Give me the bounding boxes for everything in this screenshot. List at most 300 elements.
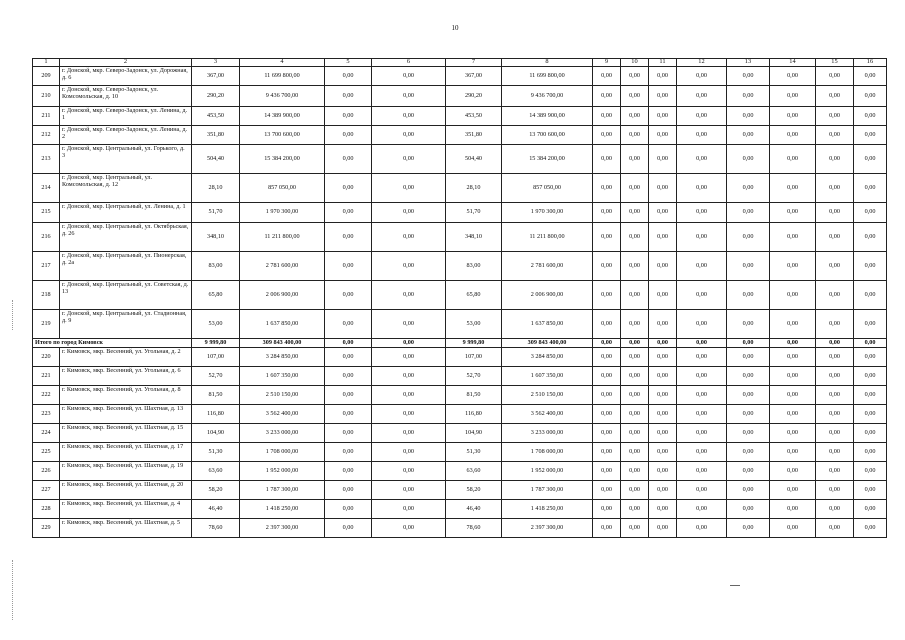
value-cell: 0,00 <box>677 145 727 174</box>
value-cell: 0,00 <box>770 145 816 174</box>
value-cell: 0,00 <box>677 174 727 203</box>
value-cell: 3 233 000,00 <box>240 424 325 443</box>
value-cell: 52,70 <box>446 367 502 386</box>
value-cell: 0,00 <box>854 203 887 223</box>
value-cell: 78,60 <box>192 519 240 538</box>
value-cell: 0,00 <box>677 386 727 405</box>
value-cell: 0,00 <box>621 252 649 281</box>
address-cell: г. Донской, мкр. Центральный, ул. Октябрьская, д. 26 <box>60 223 192 252</box>
value-cell: 0,00 <box>593 481 621 500</box>
value-cell: 0,00 <box>325 367 372 386</box>
total-cell: 0,00 <box>854 339 887 348</box>
total-cell: 0,00 <box>816 339 854 348</box>
value-cell: 81,50 <box>192 386 240 405</box>
value-cell: 11 699 800,00 <box>502 67 593 86</box>
value-cell: 0,00 <box>770 424 816 443</box>
value-cell: 83,00 <box>446 252 502 281</box>
value-cell: 0,00 <box>677 367 727 386</box>
total-cell: 0,00 <box>621 339 649 348</box>
row-number: 219 <box>33 310 60 339</box>
value-cell: 28,10 <box>192 174 240 203</box>
value-cell: 2 006 900,00 <box>240 281 325 310</box>
row-number: 227 <box>33 481 60 500</box>
table-row <box>33 462 887 481</box>
total-cell: 0,00 <box>770 339 816 348</box>
value-cell: 0,00 <box>593 424 621 443</box>
value-cell: 0,00 <box>854 500 887 519</box>
table-row <box>33 386 887 405</box>
value-cell: 46,40 <box>446 500 502 519</box>
value-cell: 0,00 <box>325 519 372 538</box>
value-cell: 0,00 <box>770 281 816 310</box>
value-cell: 0,00 <box>372 405 446 424</box>
total-cell: 309 843 400,00 <box>240 339 325 348</box>
column-header: 1 <box>33 59 60 67</box>
value-cell: 1 637 850,00 <box>240 310 325 339</box>
value-cell: 0,00 <box>816 223 854 252</box>
value-cell: 0,00 <box>621 67 649 86</box>
value-cell: 28,10 <box>446 174 502 203</box>
table-row <box>33 252 887 281</box>
column-header: 15 <box>816 59 854 67</box>
value-cell: 0,00 <box>593 174 621 203</box>
value-cell: 14 389 900,00 <box>502 107 593 126</box>
value-cell: 0,00 <box>649 310 677 339</box>
value-cell: 0,00 <box>593 367 621 386</box>
value-cell: 0,00 <box>816 252 854 281</box>
value-cell: 0,00 <box>593 386 621 405</box>
value-cell: 0,00 <box>372 203 446 223</box>
value-cell: 0,00 <box>325 145 372 174</box>
value-cell: 0,00 <box>649 252 677 281</box>
value-cell: 0,00 <box>649 126 677 145</box>
value-cell: 0,00 <box>325 223 372 252</box>
table-row <box>33 223 887 252</box>
value-cell: 0,00 <box>621 348 649 367</box>
value-cell: 2 781 600,00 <box>502 252 593 281</box>
value-cell: 0,00 <box>372 145 446 174</box>
value-cell: 0,00 <box>372 174 446 203</box>
address-cell: г. Донской, мкр. Центральный, ул. Комсомольская, д. 12 <box>60 174 192 203</box>
value-cell: 0,00 <box>593 145 621 174</box>
table-row <box>33 174 887 203</box>
value-cell: 0,00 <box>621 519 649 538</box>
value-cell: 0,00 <box>593 348 621 367</box>
table-row <box>33 481 887 500</box>
value-cell: 0,00 <box>727 126 770 145</box>
value-cell: 0,00 <box>649 424 677 443</box>
value-cell: 0,00 <box>325 386 372 405</box>
value-cell: 0,00 <box>372 252 446 281</box>
value-cell: 0,00 <box>854 281 887 310</box>
value-cell: 0,00 <box>677 424 727 443</box>
value-cell: 0,00 <box>816 462 854 481</box>
value-cell: 0,00 <box>854 443 887 462</box>
value-cell: 0,00 <box>325 252 372 281</box>
value-cell: 348,10 <box>192 223 240 252</box>
value-cell: 453,50 <box>192 107 240 126</box>
column-header: 4 <box>240 59 325 67</box>
value-cell: 0,00 <box>727 405 770 424</box>
value-cell: 0,00 <box>325 310 372 339</box>
value-cell: 0,00 <box>770 67 816 86</box>
value-cell: 504,40 <box>446 145 502 174</box>
total-cell: 0,00 <box>372 339 446 348</box>
value-cell: 0,00 <box>727 107 770 126</box>
value-cell: 0,00 <box>770 348 816 367</box>
table-row <box>33 86 887 107</box>
value-cell: 0,00 <box>770 310 816 339</box>
total-cell: 9 999,80 <box>192 339 240 348</box>
value-cell: 0,00 <box>854 462 887 481</box>
value-cell: 1 607 350,00 <box>240 367 325 386</box>
value-cell: 53,00 <box>192 310 240 339</box>
column-header: 3 <box>192 59 240 67</box>
value-cell: 0,00 <box>816 348 854 367</box>
row-number: 220 <box>33 348 60 367</box>
value-cell: 1 952 000,00 <box>240 462 325 481</box>
value-cell: 0,00 <box>727 252 770 281</box>
margin-mark <box>12 560 13 620</box>
total-label: Итого по город Кимовск <box>33 339 192 348</box>
value-cell: 11 699 800,00 <box>240 67 325 86</box>
value-cell: 0,00 <box>325 107 372 126</box>
value-cell: 0,00 <box>621 145 649 174</box>
table-row <box>33 405 887 424</box>
value-cell: 0,00 <box>854 348 887 367</box>
total-cell: 0,00 <box>649 339 677 348</box>
value-cell: 0,00 <box>649 203 677 223</box>
value-cell: 9 436 700,00 <box>240 86 325 107</box>
value-cell: 0,00 <box>816 174 854 203</box>
value-cell: 0,00 <box>770 519 816 538</box>
row-number: 228 <box>33 500 60 519</box>
row-number: 209 <box>33 67 60 86</box>
value-cell: 0,00 <box>649 86 677 107</box>
value-cell: 0,00 <box>816 86 854 107</box>
value-cell: 0,00 <box>621 481 649 500</box>
value-cell: 0,00 <box>621 310 649 339</box>
value-cell: 0,00 <box>727 348 770 367</box>
value-cell: 0,00 <box>677 310 727 339</box>
value-cell: 290,20 <box>192 86 240 107</box>
row-number: 221 <box>33 367 60 386</box>
column-header: 6 <box>372 59 446 67</box>
column-header: 13 <box>727 59 770 67</box>
table-row <box>33 443 887 462</box>
value-cell: 0,00 <box>816 107 854 126</box>
address-cell: г. Донской, мкр. Северо-Задонск, ул. Комсомольская, д. 10 <box>60 86 192 107</box>
value-cell: 0,00 <box>372 281 446 310</box>
value-cell: 0,00 <box>727 281 770 310</box>
row-number: 215 <box>33 203 60 223</box>
value-cell: 0,00 <box>325 348 372 367</box>
address-cell: г. Кимовск, мкр. Весенний, ул. Шахтная, д. 4 <box>60 500 192 519</box>
table-row <box>33 424 887 443</box>
value-cell: 0,00 <box>854 86 887 107</box>
value-cell: 0,00 <box>677 223 727 252</box>
value-cell: 13 700 600,00 <box>502 126 593 145</box>
value-cell: 0,00 <box>372 67 446 86</box>
column-header: 11 <box>649 59 677 67</box>
value-cell: 0,00 <box>372 500 446 519</box>
footer-dash <box>730 585 740 586</box>
value-cell: 0,00 <box>816 281 854 310</box>
value-cell: 0,00 <box>649 67 677 86</box>
value-cell: 65,80 <box>192 281 240 310</box>
value-cell: 0,00 <box>727 386 770 405</box>
value-cell: 0,00 <box>770 405 816 424</box>
value-cell: 9 436 700,00 <box>502 86 593 107</box>
value-cell: 15 384 200,00 <box>502 145 593 174</box>
value-cell: 0,00 <box>727 67 770 86</box>
value-cell: 0,00 <box>727 223 770 252</box>
value-cell: 0,00 <box>372 481 446 500</box>
value-cell: 3 562 400,00 <box>240 405 325 424</box>
value-cell: 0,00 <box>593 126 621 145</box>
value-cell: 2 510 150,00 <box>240 386 325 405</box>
value-cell: 0,00 <box>372 86 446 107</box>
value-cell: 0,00 <box>854 126 887 145</box>
value-cell: 0,00 <box>372 126 446 145</box>
value-cell: 0,00 <box>649 348 677 367</box>
value-cell: 104,90 <box>192 424 240 443</box>
value-cell: 0,00 <box>621 223 649 252</box>
table-row <box>33 348 887 367</box>
column-header: 2 <box>60 59 192 67</box>
address-cell: г. Донской, мкр. Центральный, ул. Советская, д. 13 <box>60 281 192 310</box>
value-cell: 3 284 850,00 <box>240 348 325 367</box>
value-cell: 0,00 <box>621 405 649 424</box>
address-cell: г. Донской, мкр. Центральный, ул. Горького, д. 3 <box>60 145 192 174</box>
value-cell: 63,60 <box>192 462 240 481</box>
value-cell: 0,00 <box>677 281 727 310</box>
value-cell: 0,00 <box>816 386 854 405</box>
value-cell: 0,00 <box>593 223 621 252</box>
row-number: 212 <box>33 126 60 145</box>
column-header: 16 <box>854 59 887 67</box>
value-cell: 0,00 <box>677 500 727 519</box>
value-cell: 65,80 <box>446 281 502 310</box>
address-cell: г. Донской, мкр. Северо-Задонск, ул. Ленина, д. 2 <box>60 126 192 145</box>
value-cell: 0,00 <box>816 203 854 223</box>
value-cell: 11 211 800,00 <box>502 223 593 252</box>
value-cell: 351,80 <box>192 126 240 145</box>
value-cell: 3 233 000,00 <box>502 424 593 443</box>
value-cell: 0,00 <box>593 310 621 339</box>
value-cell: 367,00 <box>446 67 502 86</box>
value-cell: 0,00 <box>677 107 727 126</box>
value-cell: 0,00 <box>854 519 887 538</box>
value-cell: 0,00 <box>727 424 770 443</box>
value-cell: 0,00 <box>854 174 887 203</box>
value-cell: 0,00 <box>727 443 770 462</box>
value-cell: 0,00 <box>727 203 770 223</box>
value-cell: 367,00 <box>192 67 240 86</box>
value-cell: 0,00 <box>854 145 887 174</box>
value-cell: 116,80 <box>446 405 502 424</box>
value-cell: 0,00 <box>816 481 854 500</box>
value-cell: 0,00 <box>677 348 727 367</box>
value-cell: 0,00 <box>854 107 887 126</box>
value-cell: 0,00 <box>816 500 854 519</box>
table-row <box>33 310 887 339</box>
value-cell: 290,20 <box>446 86 502 107</box>
address-cell: г. Кимовск, мкр. Весенний, ул. Угольная, д. 2 <box>60 348 192 367</box>
value-cell: 0,00 <box>677 443 727 462</box>
row-number: 226 <box>33 462 60 481</box>
value-cell: 0,00 <box>727 145 770 174</box>
row-number: 229 <box>33 519 60 538</box>
address-cell: г. Донской, мкр. Центральный, ул. Ленина, д. 1 <box>60 203 192 223</box>
value-cell: 51,70 <box>446 203 502 223</box>
table-row <box>33 67 887 86</box>
value-cell: 0,00 <box>593 462 621 481</box>
column-header: 8 <box>502 59 593 67</box>
value-cell: 0,00 <box>677 519 727 538</box>
table-row <box>33 126 887 145</box>
address-cell: г. Донской, мкр. Северо-Задонск, ул. Ленина, д. 1 <box>60 107 192 126</box>
value-cell: 0,00 <box>325 174 372 203</box>
value-cell: 0,00 <box>816 67 854 86</box>
value-cell: 0,00 <box>770 386 816 405</box>
value-cell: 0,00 <box>677 462 727 481</box>
value-cell: 78,60 <box>446 519 502 538</box>
address-cell: г. Кимовск, мкр. Весенний, ул. Угольная, д. 8 <box>60 386 192 405</box>
value-cell: 0,00 <box>372 386 446 405</box>
value-cell: 0,00 <box>593 203 621 223</box>
value-cell: 51,30 <box>446 443 502 462</box>
address-cell: г. Кимовск, мкр. Весенний, ул. Шахтная, д. 5 <box>60 519 192 538</box>
value-cell: 1 418 250,00 <box>240 500 325 519</box>
value-cell: 0,00 <box>854 223 887 252</box>
column-header: 7 <box>446 59 502 67</box>
table-row <box>33 107 887 126</box>
table-row <box>33 203 887 223</box>
value-cell: 504,40 <box>192 145 240 174</box>
address-cell: г. Кимовск, мкр. Весенний, ул. Шахтная, д. 19 <box>60 462 192 481</box>
value-cell: 453,50 <box>446 107 502 126</box>
value-cell: 0,00 <box>770 443 816 462</box>
value-cell: 0,00 <box>372 310 446 339</box>
row-number: 222 <box>33 386 60 405</box>
value-cell: 58,20 <box>192 481 240 500</box>
value-cell: 1 787 300,00 <box>240 481 325 500</box>
address-cell: г. Кимовск, мкр. Весенний, ул. Шахтная, д. 17 <box>60 443 192 462</box>
value-cell: 0,00 <box>621 386 649 405</box>
value-cell: 1 787 300,00 <box>502 481 593 500</box>
value-cell: 0,00 <box>621 107 649 126</box>
value-cell: 58,20 <box>446 481 502 500</box>
value-cell: 0,00 <box>816 424 854 443</box>
value-cell: 0,00 <box>770 203 816 223</box>
table-row <box>33 519 887 538</box>
value-cell: 0,00 <box>727 500 770 519</box>
value-cell: 0,00 <box>649 500 677 519</box>
value-cell: 0,00 <box>621 443 649 462</box>
value-cell: 2 781 600,00 <box>240 252 325 281</box>
value-cell: 0,00 <box>372 519 446 538</box>
value-cell: 0,00 <box>649 386 677 405</box>
value-cell: 0,00 <box>593 67 621 86</box>
row-number: 216 <box>33 223 60 252</box>
address-cell: г. Донской, мкр. Северо-Задонск, ул. Дорожная, д. 6 <box>60 67 192 86</box>
value-cell: 0,00 <box>649 223 677 252</box>
value-cell: 0,00 <box>621 281 649 310</box>
value-cell: 13 700 600,00 <box>240 126 325 145</box>
row-number: 223 <box>33 405 60 424</box>
value-cell: 0,00 <box>649 107 677 126</box>
value-cell: 0,00 <box>677 252 727 281</box>
value-cell: 0,00 <box>325 405 372 424</box>
value-cell: 11 211 800,00 <box>240 223 325 252</box>
value-cell: 0,00 <box>770 223 816 252</box>
value-cell: 0,00 <box>816 519 854 538</box>
value-cell: 15 384 200,00 <box>240 145 325 174</box>
value-cell: 0,00 <box>372 107 446 126</box>
value-cell: 3 562 400,00 <box>502 405 593 424</box>
value-cell: 0,00 <box>727 519 770 538</box>
value-cell: 52,70 <box>192 367 240 386</box>
value-cell: 0,00 <box>325 126 372 145</box>
value-cell: 1 708 000,00 <box>240 443 325 462</box>
value-cell: 0,00 <box>372 424 446 443</box>
value-cell: 0,00 <box>727 462 770 481</box>
value-cell: 1 970 300,00 <box>240 203 325 223</box>
value-cell: 1 952 000,00 <box>502 462 593 481</box>
value-cell: 3 284 850,00 <box>502 348 593 367</box>
value-cell: 0,00 <box>325 86 372 107</box>
value-cell: 1 637 850,00 <box>502 310 593 339</box>
value-cell: 857 050,00 <box>502 174 593 203</box>
value-cell: 0,00 <box>854 310 887 339</box>
total-cell: 0,00 <box>727 339 770 348</box>
header-row <box>33 59 887 67</box>
value-cell: 0,00 <box>593 86 621 107</box>
value-cell: 0,00 <box>677 126 727 145</box>
value-cell: 0,00 <box>372 462 446 481</box>
value-cell: 0,00 <box>325 281 372 310</box>
column-header: 5 <box>325 59 372 67</box>
value-cell: 83,00 <box>192 252 240 281</box>
value-cell: 0,00 <box>649 281 677 310</box>
address-cell: г. Кимовск, мкр. Весенний, ул. Угольная, д. 6 <box>60 367 192 386</box>
value-cell: 0,00 <box>325 462 372 481</box>
row-number: 214 <box>33 174 60 203</box>
value-cell: 0,00 <box>854 67 887 86</box>
value-cell: 0,00 <box>649 145 677 174</box>
row-number: 217 <box>33 252 60 281</box>
value-cell: 107,00 <box>446 348 502 367</box>
address-cell: г. Кимовск, мкр. Весенний, ул. Шахтная, д. 15 <box>60 424 192 443</box>
value-cell: 2 006 900,00 <box>502 281 593 310</box>
value-cell: 0,00 <box>854 424 887 443</box>
value-cell: 0,00 <box>621 174 649 203</box>
address-cell: г. Донской, мкр. Центральный, ул. Пионерская, д. 2а <box>60 252 192 281</box>
value-cell: 0,00 <box>621 424 649 443</box>
value-cell: 0,00 <box>854 481 887 500</box>
value-cell: 0,00 <box>770 174 816 203</box>
value-cell: 0,00 <box>649 462 677 481</box>
value-cell: 0,00 <box>593 281 621 310</box>
value-cell: 0,00 <box>816 145 854 174</box>
value-cell: 348,10 <box>446 223 502 252</box>
value-cell: 0,00 <box>816 443 854 462</box>
value-cell: 0,00 <box>325 481 372 500</box>
total-cell: 0,00 <box>593 339 621 348</box>
table-row <box>33 367 887 386</box>
value-cell: 0,00 <box>649 174 677 203</box>
